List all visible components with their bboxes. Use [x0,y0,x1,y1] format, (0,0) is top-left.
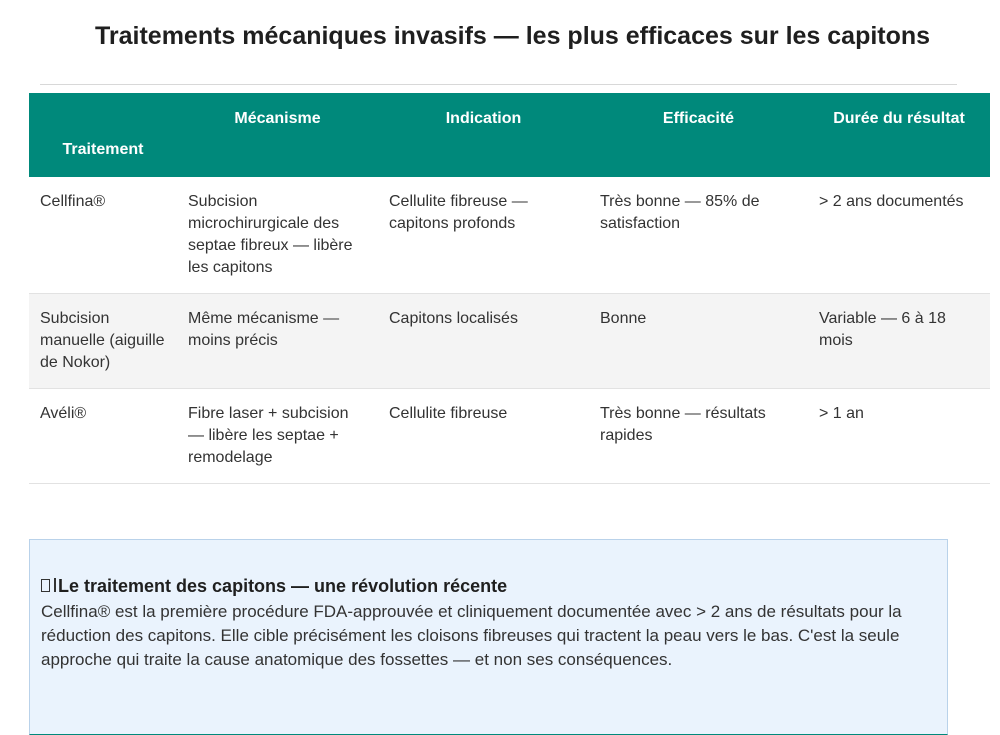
callout-heading: Le traitement des capitons — une révolution récente [58,576,508,596]
table-row [29,294,990,389]
cell-indication: Capitons localisés [378,294,589,389]
title-divider [40,84,957,85]
cell-mecanisme: Fibre laser + subcision — libère les septae + remodelage [177,389,378,484]
cell-efficacite: Très bonne — 85% de satisfaction [589,177,808,294]
header-traitement: Traitement [29,93,177,177]
cell-traitement: Cellfina® [29,177,177,294]
table-header-row [29,93,990,177]
cell-efficacite: Bonne [589,294,808,389]
cell-traitement: Subcision manuelle (aiguille de Nokor) [29,294,177,389]
table-row [29,389,990,484]
cell-traitement: Avéli® [29,389,177,484]
header-mecanisme: Mécanisme [177,93,378,177]
cell-duree: Variable — 6 à 18 mois [808,294,990,389]
cell-mecanisme: Subcision microchirurgicale des septae fibreux — libère les capitons [177,177,378,294]
cell-efficacite: Très bonne — résultats rapides [589,389,808,484]
page-title: Traitements mécaniques invasifs — les plus efficaces sur les capitons [95,22,931,50]
treatments-table [29,93,990,484]
missing-glyph-icon [41,574,58,598]
header-indication: Indication [378,93,589,177]
cell-duree: > 1 an [808,389,990,484]
cell-mecanisme: Même mécanisme — moins précis [177,294,378,389]
callout-body: Cellfina® est la première procédure FDA-approuvée et cliniquement documentée avec > 2 ans de résultats pour la réduction des capitons. Elle cible précisément les cloisons fibreuses qui tractent la peau vers le bas. C'est la seule approche qui traite la cause anatomique des fossettes — et non ses conséquences. [41,602,902,669]
table-row [29,177,990,294]
cell-indication: Cellulite fibreuse [378,389,589,484]
header-duree: Durée du résultat [808,93,990,177]
cell-duree: > 2 ans documentés [808,177,990,294]
callout-heading-row [41,574,937,598]
header-efficacite: Efficacité [589,93,808,177]
cell-indication: Cellulite fibreuse — capitons profonds [378,177,589,294]
info-callout [29,539,948,735]
